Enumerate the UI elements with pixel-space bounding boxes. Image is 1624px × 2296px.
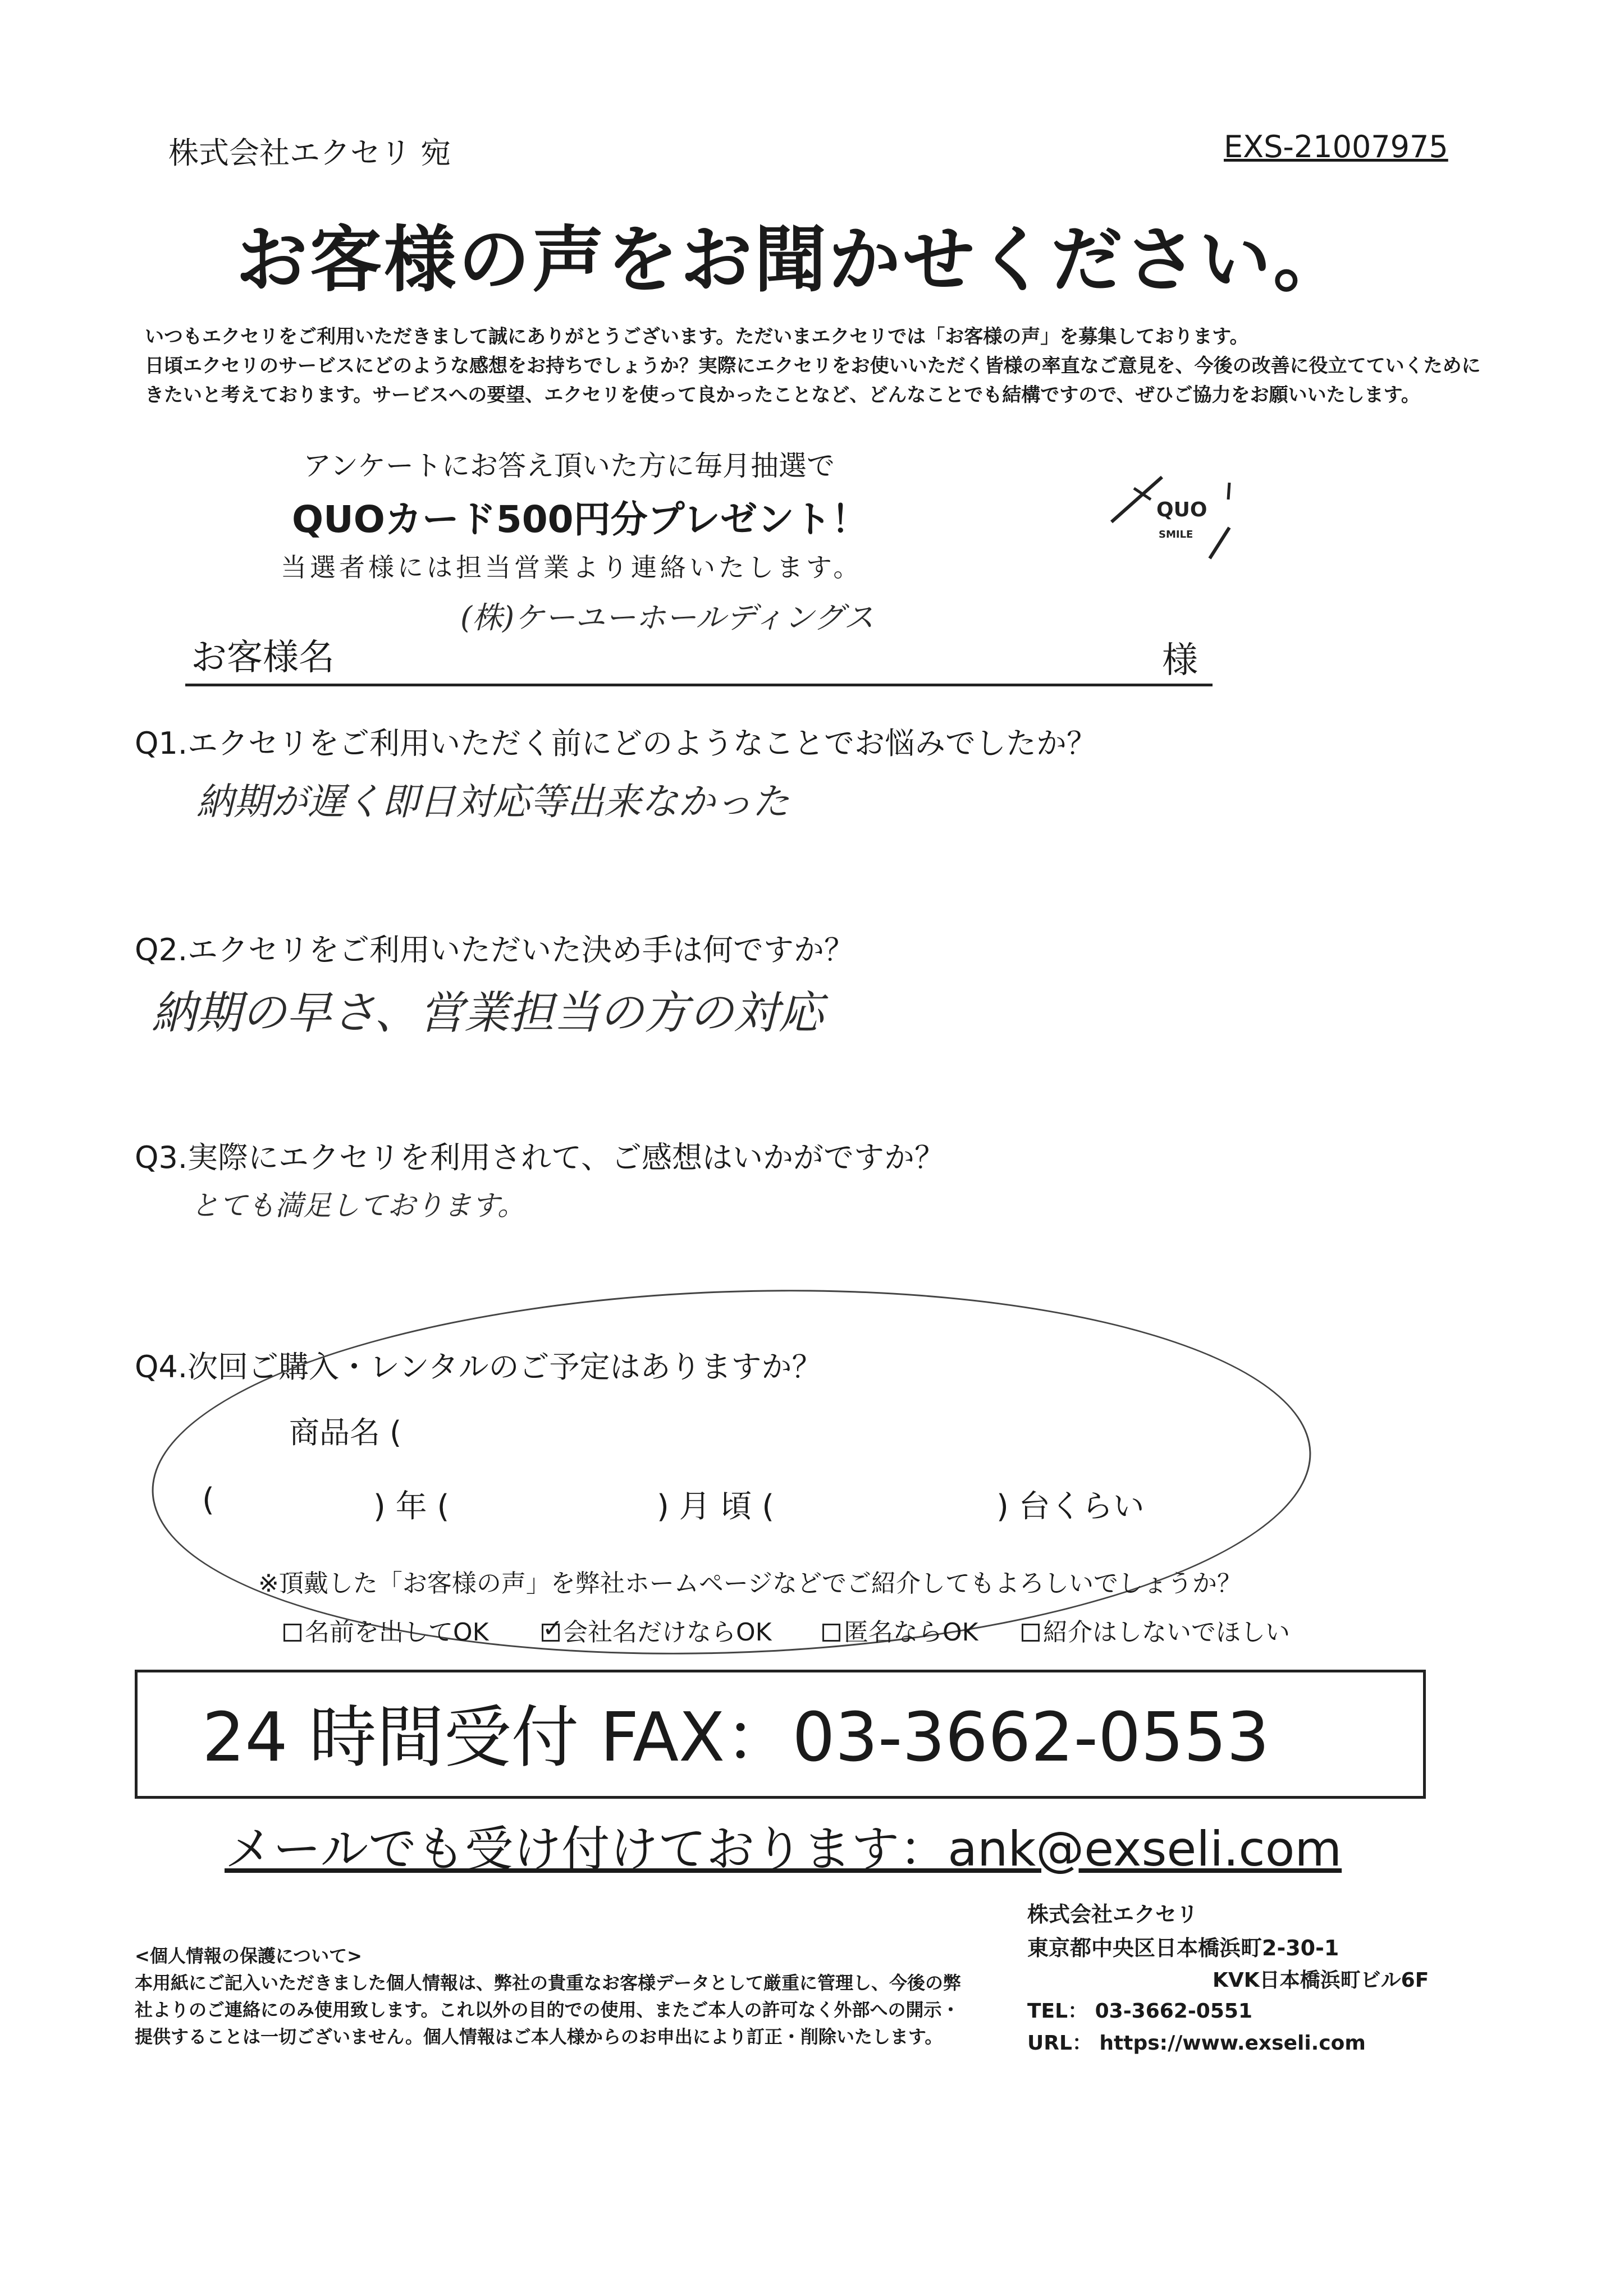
option-label: 名前を出してOK (305, 1618, 489, 1647)
permission-question: ※頂戴した「お客様の声」を弊社ホームページなどでご紹介してもよろしいでしょうか？ (258, 1569, 1242, 1598)
intro-line-3: きたいと考えております。サービスへの要望、エクセリを使って良かったことなど、どんなことでも結構ですので、ぜひご協力をお願いいたします。 (145, 384, 1420, 406)
schedule-month: ) 月 頃 ( (657, 1488, 775, 1525)
option-name-ok[interactable] (283, 1612, 489, 1648)
quo-logo-icon (1100, 460, 1235, 561)
product-name-label: 商品名 ( (289, 1415, 402, 1450)
question-1: Q1.エクセリをご利用いただく前にどのようなことでお悩みでしたか？ (135, 726, 1097, 761)
answer-2: 納期の早さ、営業担当の方の対応 (152, 987, 824, 1039)
intro-line-2: 日頃エクセリのサービスにどのような感想をお持ちでしょうか？実際にエクセリをお使いいただく皆様の率直なご意見を、今後の改善に役立てていくために (145, 355, 1481, 377)
answer-1: 納期が遅く即日対応等出来なかった (196, 780, 789, 823)
mail-address: メールでも受け付けております：ank@exseli.com (225, 1821, 1342, 1877)
customer-underline (185, 684, 1213, 686)
checkbox-icon[interactable] (822, 1624, 840, 1642)
intro-line-1: いつもエクセリをご利用いただきまして誠にありがとうございます。ただいまエクセリでは「お客様の声」を募集しております。 (145, 326, 1249, 348)
fax-number: 24 時間受付 FAX：03-3662-0553 (202, 1699, 1270, 1777)
campaign-line-3: 当選者様には担当営業より連絡いたします。 (281, 552, 863, 583)
campaign-line-1: アンケートにお答え頂いた方に毎月抽選で (303, 450, 835, 482)
company-tel: TEL： 03-3662-0551 (1027, 2000, 1252, 2023)
answer-3: とても満足しております。 (191, 1189, 525, 1222)
option-label: 匿名ならOK (844, 1618, 978, 1647)
option-label: 会社名だけならOK (563, 1618, 772, 1647)
option-label: 紹介はしないでほしい (1043, 1618, 1290, 1647)
privacy-heading: <個人情報の保護について> (135, 1945, 362, 1967)
company-address-1: 東京都中央区日本橋浜町2-30-1 (1027, 1936, 1339, 1960)
question-4: Q4.次回ご購入・レンタルのご予定はありますか？ (135, 1349, 822, 1385)
question-2: Q2.エクセリをご利用いただいた決め手は何ですか？ (135, 932, 855, 968)
privacy-line-1: 本用紙にご記入いただきました個人情報は、弊社の貴重なお客様データとして厳重に管理し、今後の弊 (135, 1972, 962, 1993)
svg-text:SMILE: SMILE (1159, 529, 1193, 540)
page-title: お客様の声をお聞かせください。 (236, 218, 1348, 302)
option-no-intro[interactable] (1022, 1612, 1290, 1648)
customer-name-label: お客様名 (191, 637, 335, 679)
checked-checkbox-icon[interactable] (542, 1624, 560, 1642)
question-3: Q3.実際にエクセリを利用されて、ご感想はいかがですか？ (135, 1140, 945, 1175)
checkbox-icon[interactable] (283, 1624, 301, 1642)
company-address-2: KVK日本橋浜町ビル6F (1213, 1969, 1429, 1992)
schedule-year: ) 年 ( (373, 1488, 450, 1525)
schedule-units: ) 台くらい (996, 1488, 1145, 1525)
company-name: 株式会社エクセリ (1027, 1902, 1198, 1927)
company-url: URL： https://www.exseli.com (1027, 2032, 1366, 2055)
privacy-line-2: 社よりのご連絡にのみ使用致します。これ以外の目的での使用、またご本人の許可なく外部への開示・ (135, 1999, 960, 2020)
privacy-line-3: 提供することは一切ございません。個人情報はご本人様からのお申出により訂正・削除いたします。 (135, 2026, 943, 2047)
quo-card-logo (1100, 460, 1235, 561)
customer-name-suffix: 様 (1162, 640, 1198, 681)
svg-text:QUO: QUO (1156, 498, 1207, 521)
checkbox-icon[interactable] (1022, 1624, 1040, 1642)
option-anonymous-ok[interactable] (822, 1612, 978, 1648)
customer-name-value: (株)ケーユーホールディングス (460, 600, 875, 635)
option-company-ok[interactable] (542, 1612, 772, 1648)
schedule-open: ( (202, 1482, 214, 1518)
campaign-line-2: QUOカード500円分プレゼント！ (292, 498, 868, 541)
document-id: EXS-21007975 (1224, 129, 1448, 164)
addressee: 株式会社エクセリ 宛 (168, 135, 451, 171)
